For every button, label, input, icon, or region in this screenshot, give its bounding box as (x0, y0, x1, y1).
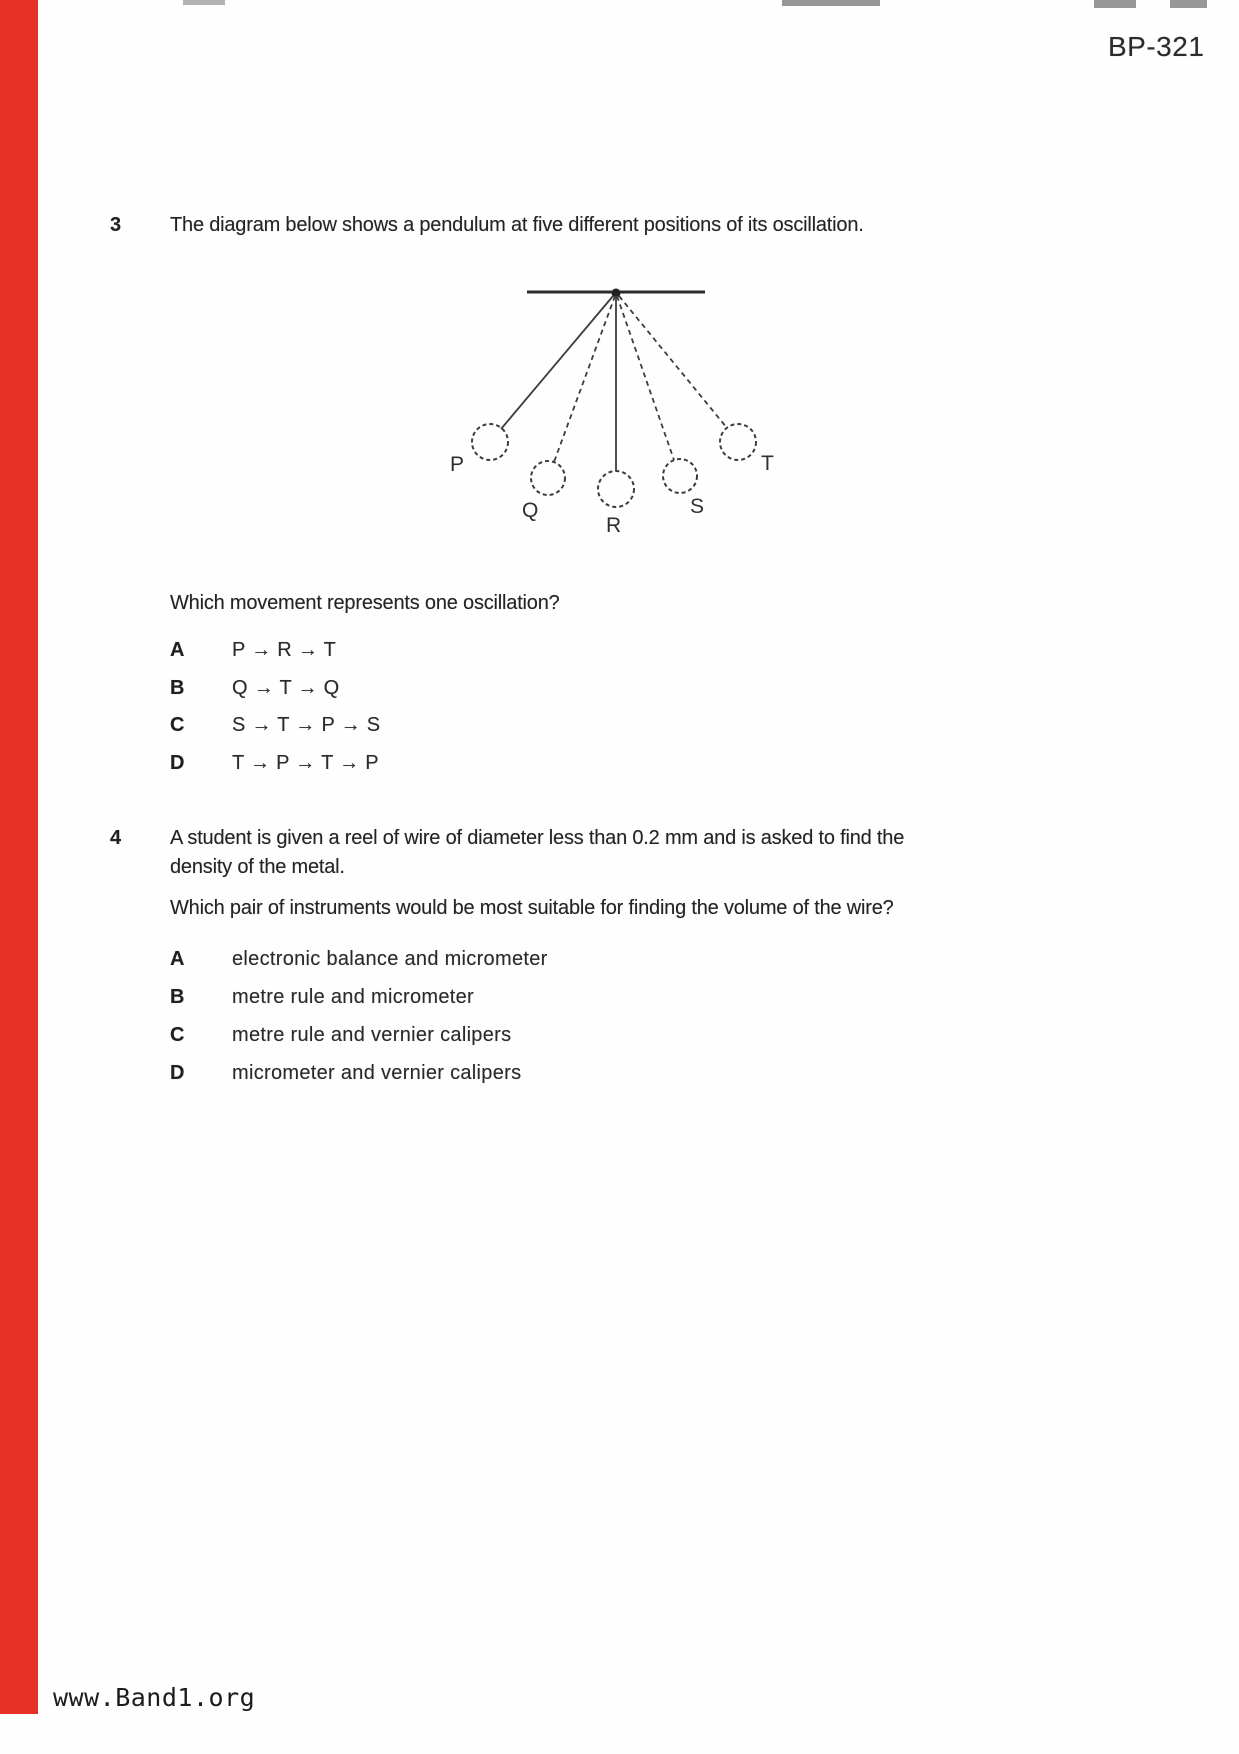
bob-s (663, 459, 697, 493)
label-t: T (761, 452, 774, 475)
q3-option-b-text: Q → T → Q (232, 677, 340, 699)
q4-option-c-letter: C (170, 1024, 185, 1046)
q4-option-a-text: electronic balance and micrometer (232, 948, 548, 970)
scan-artifact (183, 0, 225, 5)
scan-artifact (1094, 0, 1136, 8)
label-q: Q (522, 499, 539, 522)
string-s (617, 296, 674, 460)
string-q (554, 296, 615, 462)
bob-p (472, 424, 508, 460)
label-r: R (606, 514, 622, 537)
question-4-prompt: Which pair of instruments would be most suitable for finding the volume of the wire? (170, 897, 894, 919)
scan-artifact (1170, 0, 1207, 8)
question-4-text-line1: A student is given a reel of wire of diameter less than 0.2 mm and is asked to find the (170, 827, 905, 849)
string-p (501, 296, 613, 429)
footer-url: www.Band1.org (53, 1683, 256, 1712)
q4-option-d-text: micrometer and vernier calipers (232, 1062, 522, 1084)
q4-option-b-letter: B (170, 986, 185, 1008)
bob-r (598, 471, 634, 507)
pendulum-diagram (400, 250, 820, 550)
bob-q (531, 461, 565, 495)
label-p: P (450, 453, 465, 476)
question-3-number: 3 (110, 214, 122, 236)
page-code: BP-321 (1108, 31, 1205, 62)
q4-option-b-text: metre rule and micrometer (232, 986, 475, 1008)
question-4-text-line2: density of the metal. (170, 856, 345, 878)
q4-option-c-text: metre rule and vernier calipers (232, 1024, 512, 1046)
string-t (619, 296, 727, 428)
label-s: S (690, 495, 705, 518)
q3-option-a-letter: A (170, 639, 185, 661)
q4-option-d-letter: D (170, 1062, 185, 1084)
question-3-text: The diagram below shows a pendulum at five different positions of its oscillation. (170, 214, 864, 236)
q3-option-d-letter: D (170, 752, 185, 774)
question-3-prompt: Which movement represents one oscillation? (170, 592, 560, 614)
question-4-number: 4 (110, 827, 122, 849)
q4-option-a-letter: A (170, 948, 185, 970)
q3-option-d-text: T → P → T → P (232, 752, 379, 774)
q3-option-c-text: S → T → P → S (232, 714, 381, 736)
scan-artifact (782, 0, 880, 6)
q3-option-a-text: P → R → T (232, 639, 337, 661)
q3-option-b-letter: B (170, 677, 185, 699)
red-edge-strip (0, 0, 38, 1714)
bob-t (720, 424, 756, 460)
q3-option-c-letter: C (170, 714, 185, 736)
